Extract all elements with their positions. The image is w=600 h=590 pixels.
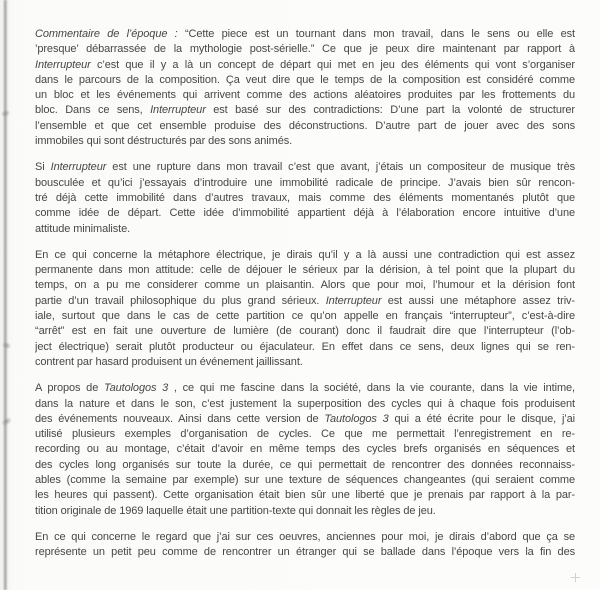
text-segment: utilisé plusieurs exemples d’organisation de cycles. Ce que me permettait l’enregistrement en re- bbox=[35, 428, 575, 441]
text-segment: “arrêt” est en fait une ouverture de lumière (de courant) donc il faudrait dire que l’interrupteur (l’ob- bbox=[35, 325, 575, 338]
text-line bbox=[35, 442, 575, 457]
text-line bbox=[35, 103, 575, 118]
text-segment: ables (comme la semaine par exemple) sur une texture de séquences changeantes (qui seraient comme bbox=[35, 474, 575, 487]
text-line bbox=[35, 355, 575, 370]
text-segment: dans le parcours de la composition. Ça veut dire que le temps de la composition est considéré comme bbox=[35, 73, 575, 86]
italic-text: Interrupteur bbox=[35, 58, 91, 71]
text-segment: les heures qui passent). Cette organisation était bien sûr une liberté que je prenais par rapport à la par- bbox=[35, 489, 575, 502]
text-line bbox=[35, 88, 575, 103]
text-segment: , ce qui me fascine dans la société, dans la vie courante, dans la vie intime, bbox=[168, 382, 575, 395]
paragraph bbox=[35, 381, 575, 519]
paragraph bbox=[35, 530, 575, 561]
text-segment: ject électrique) serait plutôt producteur ou éjaculateur. En effet dans ce sens, deux lignes qui se ren- bbox=[35, 340, 575, 353]
text-segment: attitude minimaliste. bbox=[35, 222, 131, 235]
text-line bbox=[35, 545, 575, 560]
italic-text: Interrupteur bbox=[325, 294, 382, 307]
paragraph bbox=[35, 160, 575, 236]
text-segment: recording ou au montage, c’était d’avoir en même temps des cycles brefs organisés en séquences et bbox=[35, 443, 575, 456]
text-line bbox=[35, 488, 575, 503]
text-segment: tition originale de 1969 laquelle était une partition-texte qui donnait les règles de jeu. bbox=[35, 504, 436, 517]
text-segment: bloc. Dans ce sens, bbox=[35, 104, 151, 117]
text-segment: des événements nouveaux. Ainsi dans cette version de bbox=[35, 412, 325, 425]
text-segment: contrent par hasard produisent un événement jaillissant. bbox=[35, 355, 303, 368]
text-line bbox=[35, 309, 575, 324]
scan-artifact bbox=[0, 108, 11, 118]
paragraph bbox=[35, 27, 575, 149]
italic-text: Commentaire de l’époque : bbox=[35, 28, 185, 40]
text-line bbox=[35, 191, 575, 206]
italic-text: Tautologos 3 bbox=[103, 382, 169, 395]
text-segment: A propos de bbox=[35, 382, 104, 395]
text-segment: temps, on a pu me considerer comme un plaisantin. Alors que pour moi, l’humour et la dérision font bbox=[35, 279, 575, 292]
text-line bbox=[35, 504, 575, 519]
article-text bbox=[35, 27, 575, 561]
text-segment: iale, surtout que dans le cas de cette partition ce qu’on appelle en français “interrupteur”, c’est-à-dire bbox=[35, 310, 575, 323]
text-segment: En ce qui concerne le regard que j’ai sur ces oeuvres, anciennes pour moi, je dirais d’abord que ça se bbox=[35, 530, 575, 543]
text-line bbox=[35, 324, 575, 339]
text-segment: est basé sur des contradictions: D’une part la volonté de structurer bbox=[205, 104, 575, 117]
text-segment: des cycles long organisés sur toute la durée, ce qui permettait de rencontrer des données reconnaiss- bbox=[35, 458, 575, 471]
italic-text: Interrupteur bbox=[150, 104, 206, 117]
text-line bbox=[35, 27, 575, 42]
text-segment: En ce qui concerne la métaphore électrique, je dirais qu’il y a là aussi une contradiction qui est assez bbox=[35, 248, 575, 261]
text-line bbox=[35, 222, 575, 237]
text-line bbox=[35, 42, 575, 57]
text-segment: est une rupture dans mon travail c’est que avant, j’étais un compositeur de musique très bbox=[106, 161, 575, 174]
text-line bbox=[35, 278, 575, 293]
text-segment: dans la nature et dans le son, c’est justement la superposition des cycles qui à chaque fois produisent bbox=[35, 397, 575, 410]
text-line bbox=[35, 119, 575, 134]
text-line bbox=[35, 134, 575, 149]
text-segment: l’ensemble et que cet ensemble produise des déconstructions. D’autre part de jouer avec des sons bbox=[35, 119, 575, 132]
text-line bbox=[35, 73, 575, 88]
text-segment: Si bbox=[35, 161, 51, 174]
scan-artifact bbox=[0, 415, 13, 427]
text-segment: est aussi une métaphore assez triv- bbox=[381, 294, 575, 307]
text-segment: ’presque’ débarrassée de la mythologie post-sérielle.” Ce que je peux dire maintenant par rapport à bbox=[35, 43, 575, 56]
text-segment: permanente dans mon attitude: celle de déjouer le sérieux par la dérision, à tel point que la plupart du bbox=[35, 264, 575, 277]
text-segment: tré déjà cette immobilité dans d’autres travaux, mais comme des éléments momentanés plutôt que bbox=[35, 191, 575, 204]
text-line bbox=[35, 248, 575, 263]
text-line bbox=[35, 381, 575, 396]
text-segment: bousculée et qu’ici j’essayais d’introduire une immobilité radicale de principe. J’avais bien sûr rencon- bbox=[35, 176, 575, 189]
text-line bbox=[35, 412, 575, 427]
paragraph bbox=[35, 248, 575, 370]
text-segment: partie d’un travail philosophique du plus grand sérieux. bbox=[35, 294, 326, 307]
text-segment: un bloc et les événements qui arrivent comme des actions aléatoires produites par les frottements du bbox=[35, 89, 575, 102]
text-line bbox=[35, 530, 575, 545]
text-line bbox=[35, 473, 575, 488]
text-segment: c’est que il y a là un concept de départ qui met en jeu des éléments qui vont s’organiser bbox=[90, 58, 575, 71]
text-line bbox=[35, 458, 575, 473]
text-line bbox=[35, 397, 575, 412]
registration-mark bbox=[571, 573, 580, 582]
text-segment: “Cette piece est un tournant dans mon travail, dans le sens ou elle est bbox=[184, 28, 575, 40]
text-segment: qui a été écrite pour le disque, j’ai bbox=[388, 412, 575, 425]
text-line bbox=[35, 340, 575, 355]
text-line bbox=[35, 206, 575, 221]
italic-text: Tautologos 3 bbox=[324, 412, 389, 425]
text-segment: immobiles qui sont déstructurés par des sons animés. bbox=[35, 135, 293, 148]
text-line bbox=[35, 176, 575, 191]
text-line bbox=[35, 427, 575, 442]
text-line bbox=[35, 294, 575, 309]
text-segment: comme idée de départ. Cette idée d’immobilité appartient déjà à l’élaboration encore intuitive d’une bbox=[35, 207, 575, 220]
italic-text: Interrupteur bbox=[50, 161, 107, 174]
text-segment: représente un petit peu comme de rencontrer un étranger qui se ballade dans l’époque vers la fin des bbox=[35, 546, 575, 559]
text-line bbox=[35, 58, 575, 73]
page-edge-shadow bbox=[3, 0, 8, 590]
text-line bbox=[35, 263, 575, 278]
text-line bbox=[35, 160, 575, 175]
